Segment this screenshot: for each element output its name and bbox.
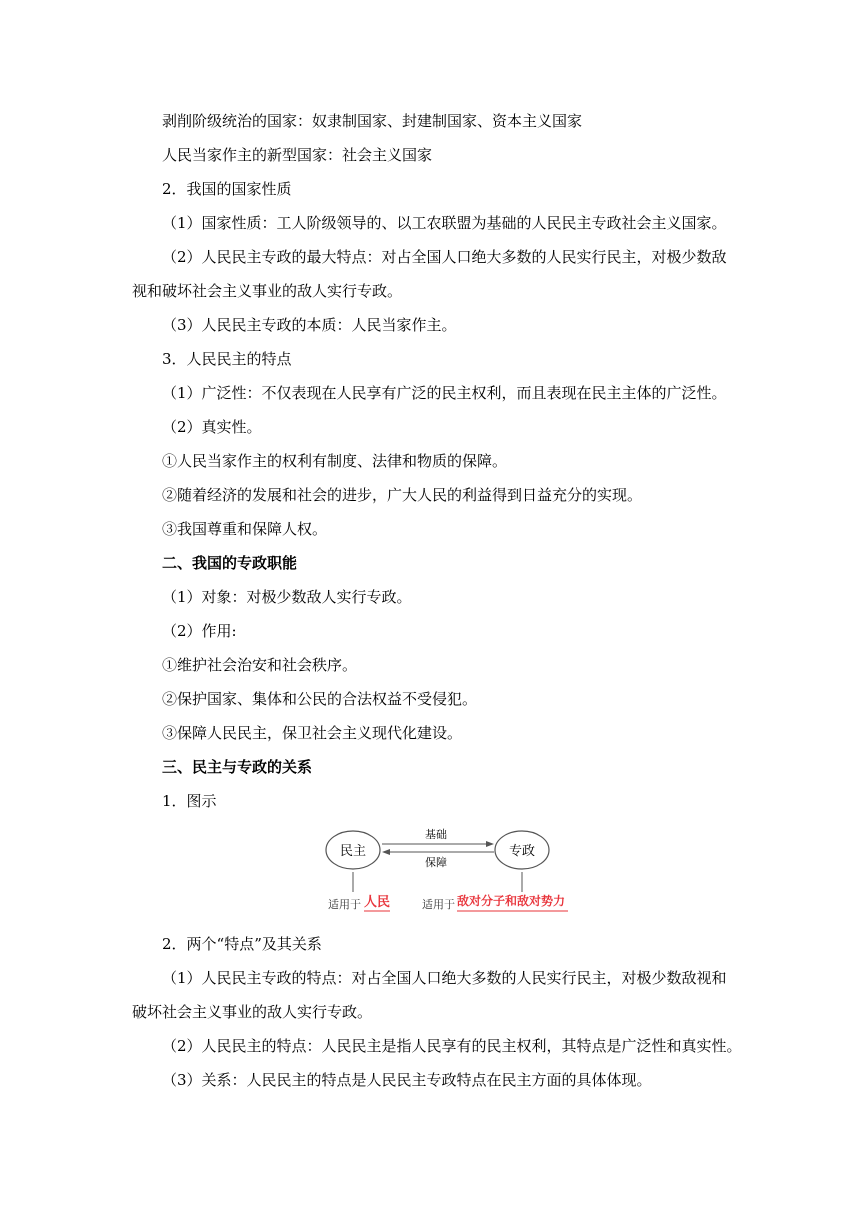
paragraph-line: （2）真实性。: [162, 418, 262, 436]
paragraph-line: 破坏社会主义事业的敌人实行专政。: [132, 1003, 373, 1021]
paragraph-line: （3）关系：人民民主的特点是人民民主专政特点在民主方面的具体体现。: [162, 1071, 652, 1089]
paragraph-line: ②随着经济的发展和社会的进步，广大人民的利益得到日益充分的实现。: [162, 486, 643, 504]
top-arrow-label: 基础: [425, 828, 447, 841]
paragraph-line: ①人民当家作主的权利有制度、法律和物质的保障。: [162, 452, 508, 470]
bottom-arrow-head: [382, 849, 390, 855]
paragraph-line: （2）人民民主的特点：人民民主是指人民享有的民主权利，其特点是广泛性和真实性。: [162, 1037, 742, 1055]
chapter-heading: 三、民主与专政的关系: [162, 758, 313, 776]
right-caption-prefix: 适用于: [422, 898, 455, 911]
paragraph-line: （3）人民民主专政的本质：人民当家作主。: [162, 316, 457, 334]
bottom-arrow-label: 保障: [425, 856, 447, 869]
chapter-heading: 二、我国的专政职能: [162, 554, 298, 572]
paragraph-line: 视和破坏社会主义事业的敌人实行专政。: [132, 282, 403, 300]
section-heading: 3．人民民主的特点: [162, 350, 292, 368]
paragraph-line: ③保障人民民主，保卫社会主义现代化建设。: [162, 724, 463, 742]
paragraph-line: 剥削阶级统治的国家：奴隶制国家、封建制国家、资本主义国家: [162, 112, 583, 130]
paragraph-line: （1）对象：对极少数敌人实行专政。: [162, 588, 412, 606]
paragraph-line: （1）人民民主专政的特点：对占全国人口绝大多数的人民实行民主，对极少数敌视和: [162, 969, 727, 987]
paragraph-line: 人民当家作主的新型国家：社会主义国家: [162, 146, 433, 164]
right-node-label: 专政: [508, 844, 536, 859]
left-caption-prefix: 适用于: [328, 898, 361, 911]
paragraph-line: ①维护社会治安和社会秩序。: [162, 656, 358, 674]
left-caption-value: 人民: [364, 895, 391, 910]
paragraph-line: （2）人民民主专政的最大特点：对占全国人口绝大多数的人民实行民主，对极少数敌: [162, 248, 727, 266]
left-node-label: 民主: [339, 844, 367, 859]
paragraph-line: （1）国家性质：工人阶级领导的、以工农联盟为基础的人民民主专政社会主义国家。: [162, 214, 727, 232]
section-heading: 2．两个“特点”及其关系: [162, 935, 322, 953]
section-heading: 1．图示: [162, 792, 217, 810]
paragraph-line: （1）广泛性：不仅表现在人民享有广泛的民主权利，而且表现在民主主体的广泛性。: [162, 384, 727, 402]
right-caption-value: 敌对分子和敌对势力: [457, 894, 566, 908]
section-heading: 2．我国的国家性质: [162, 180, 292, 198]
democracy-dictatorship-diagram: [300, 822, 580, 918]
paragraph-line: ②保护国家、集体和公民的合法权益不受侵犯。: [162, 690, 478, 708]
paragraph-line: （2）作用:: [162, 622, 237, 640]
paragraph-line: ③我国尊重和保障人权。: [162, 520, 328, 538]
top-arrow-head: [486, 841, 494, 847]
